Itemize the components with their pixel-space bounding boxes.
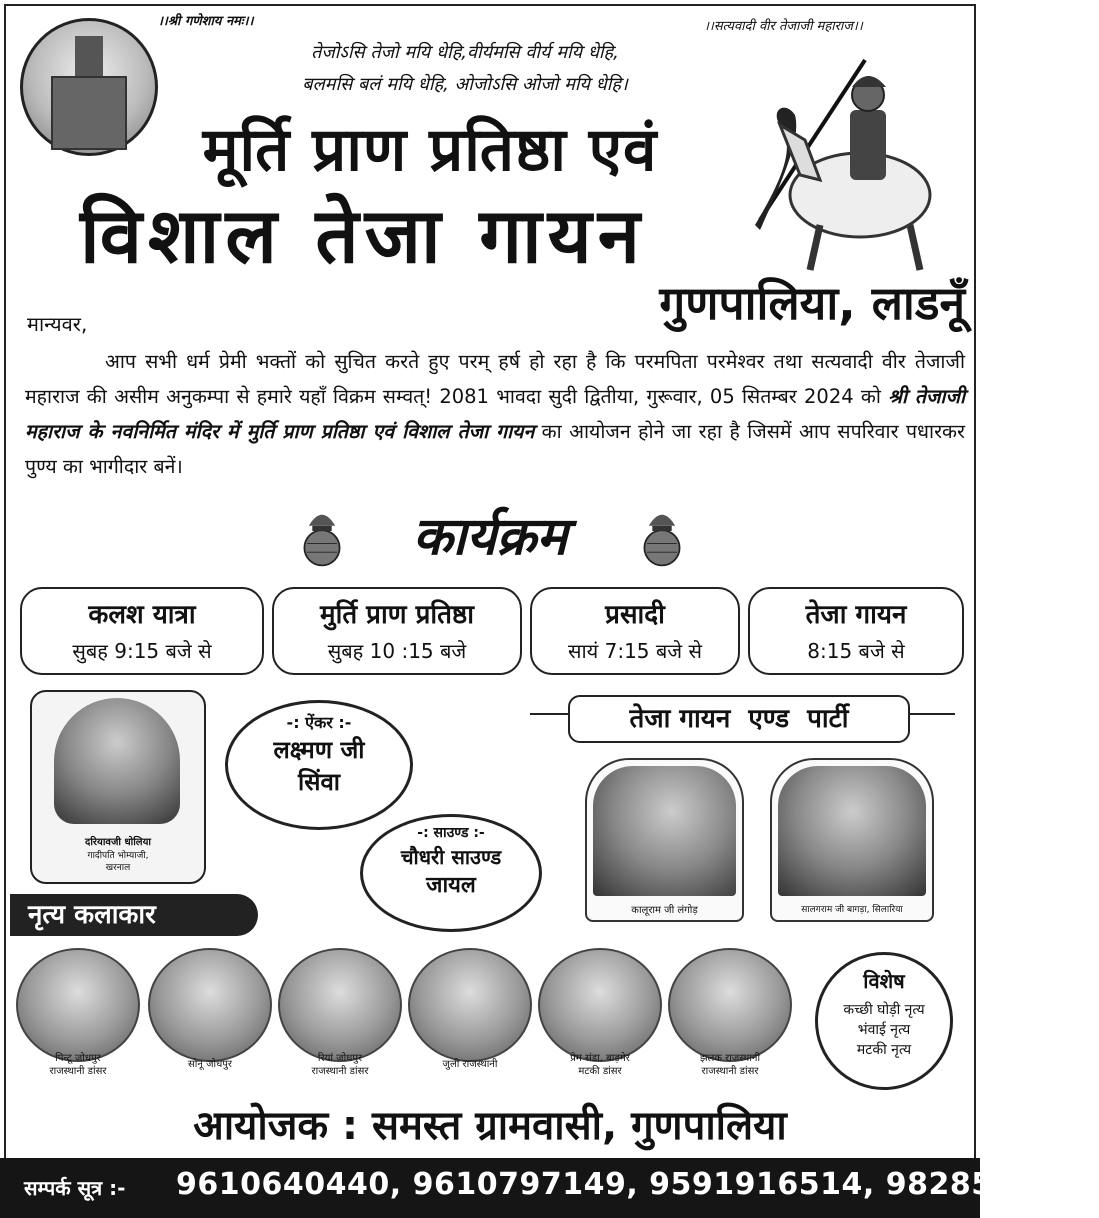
- dancer-card: [16, 948, 140, 1078]
- sound-oval: [360, 814, 542, 932]
- anchor-oval: [225, 700, 413, 830]
- singer-caption: कालूराम जी लंगोड़: [631, 905, 698, 916]
- host-photo: [54, 698, 180, 824]
- program-heading: कार्यक्रम: [412, 506, 568, 567]
- special-circle: [815, 952, 953, 1090]
- organizer-line: आयोजक : समस्त ग्रामवासी, गुणपालिया: [193, 1103, 787, 1149]
- dancer-photo: [408, 948, 532, 1062]
- program-item-title: कलश यात्रा: [88, 600, 196, 630]
- dancer-name: पिन्टू जोधपुर: [55, 1053, 101, 1064]
- host-name: दरियावजी धोलिया: [85, 837, 151, 848]
- sound-name-2: जायल: [426, 873, 476, 898]
- title-line-1: मूर्ति प्राण प्रतिष्ठा एवं: [202, 115, 658, 185]
- special-item: भंवाई नृत्य: [857, 1022, 911, 1038]
- program-item-kalash: [20, 587, 264, 675]
- anchor-label: -: ऐंकर :-: [286, 713, 352, 732]
- letter-body-bold: श्री तेजाजी महाराज के नवनिर्मित मंदिर में मुर्ति प्राण प्रतिष्ठा एवं विशाल तेजा गायन: [25, 385, 965, 443]
- special-heading: विशेष: [863, 969, 905, 993]
- temple-image: [20, 18, 158, 156]
- host-place: खरनाल: [105, 863, 131, 873]
- ganesh-invocation: ।।श्री गणेशाय नमः।।: [158, 14, 254, 29]
- dancer-role: राजस्थानी डांसर: [311, 1066, 369, 1077]
- anchor-name-1: लक्ष्मण जी: [273, 736, 365, 764]
- tejaji-title: ।।सत्यवादी वीर तेजाजी महाराज।।: [704, 19, 863, 34]
- host-frame: [30, 690, 206, 884]
- dancer-role: मटकी डांसर: [578, 1066, 622, 1077]
- place-title: गुणपालिया, लाडनूँ: [659, 276, 965, 330]
- singer-photo: [778, 766, 926, 896]
- dancer-name: सोनू जोधपुर: [187, 1059, 232, 1070]
- party-heading: तेजा गायन एण्ड पार्टी: [568, 695, 910, 743]
- program-item-time: सायं 7:15 बजे से: [567, 639, 703, 663]
- anchor-name-2: सिंवा: [298, 768, 340, 796]
- dancer-card: [278, 948, 402, 1078]
- sound-label: -: साउण्ड :-: [417, 825, 485, 841]
- dancer-photo: [16, 948, 140, 1062]
- contact-label: सम्पर्क सूत्र :-: [24, 1176, 126, 1200]
- program-item-prasadi: [530, 587, 740, 675]
- dancer-role: राजस्थानी डांसर: [49, 1066, 107, 1077]
- singer-caption: सालगराम जी बागड़ा, सिलारिया: [801, 905, 903, 915]
- dancer-name: प्रेम संडा, बाड़मेर: [570, 1053, 630, 1064]
- special-item: कच्छी घोड़ी नृत्य: [843, 1002, 925, 1018]
- invitation-paragraph: [25, 344, 965, 484]
- program-item-teja-gayan: [748, 587, 964, 675]
- tejaji-horse-illustration: [740, 55, 950, 280]
- party-ornament-left: [530, 713, 570, 715]
- dancer-photo: [148, 948, 272, 1062]
- dancer-photo: [668, 948, 792, 1062]
- greeting: मान्यवर,: [27, 312, 88, 336]
- letter-body-end: का आयोजन होने जा रहा है जिसमें आप सपरिवार पधारकर पुण्य का भागीदार बनें।: [25, 420, 965, 478]
- dancer-card: [668, 948, 792, 1078]
- dancer-card: [538, 948, 662, 1078]
- dancer-name: झलक राजस्थानी: [699, 1053, 761, 1064]
- dancer-name: जुली राजस्थानी: [442, 1059, 498, 1070]
- program-item-time: 8:15 बजे से: [807, 639, 905, 663]
- title-line-2: विशाल तेजा गायन: [80, 191, 646, 280]
- dancer-photo: [538, 948, 662, 1062]
- program-item-title: प्रसादी: [605, 600, 665, 630]
- contact-bar: [0, 1158, 1099, 1218]
- program-item-title: तेजा गायन: [805, 600, 907, 630]
- kalash-icon: [640, 508, 684, 570]
- program-item-time: सुबह 10 :15 बजे: [327, 639, 467, 663]
- singer-photo: [593, 766, 736, 896]
- sound-name-1: चौधरी साउण्ड: [400, 845, 502, 869]
- mantra-line-1: तेजोऽसि तेजो मयि धेहि,वीर्यमसि वीर्य मयि धेहि,: [311, 42, 619, 63]
- singer-card: [770, 758, 934, 922]
- letter-body-start: आप सभी धर्म प्रेमी भक्तों को सुचित करते हुए परम् हर्ष हो रहा है कि परमपिता परमेश्वर तथा सत्यवादी वीर तेजाजी महाराज की असीम अनुकम्पा से हमारे यहाँ विक्रम सम्वत्! 2081 भावदा सुदी द्वितीया, गुरूवार, 05 सितम्बर 2024 को: [25, 350, 965, 408]
- program-item-time: सुबह 9:15 बजे से: [72, 639, 212, 663]
- dancer-card: [148, 948, 272, 1078]
- dancer-name: रियां जोधपुर: [317, 1053, 363, 1064]
- party-ornament-right: [905, 713, 955, 715]
- host-role: गादीपति भोम्याजी,: [87, 851, 149, 861]
- dancer-card: [408, 948, 532, 1078]
- special-item: मटकी नृत्य: [856, 1042, 912, 1058]
- dancer-photo: [278, 948, 402, 1062]
- program-item-title: मुर्ति प्राण प्रतिष्ठा: [320, 600, 474, 630]
- kalash-icon: [300, 508, 344, 570]
- dancer-role: राजस्थानी डांसर: [701, 1066, 759, 1077]
- mantra-line-2: बलमसि बलं मयि धेहि, ओजोऽसि ओजो मयि धेहि।: [302, 74, 628, 95]
- program-item-pran-pratishtha: [272, 587, 522, 675]
- singer-card: [585, 758, 744, 922]
- contact-numbers: 9610640440, 9610797149, 9591916514, 9828511325: [176, 1167, 1099, 1202]
- dance-heading: नृत्य कलाकार: [10, 894, 258, 936]
